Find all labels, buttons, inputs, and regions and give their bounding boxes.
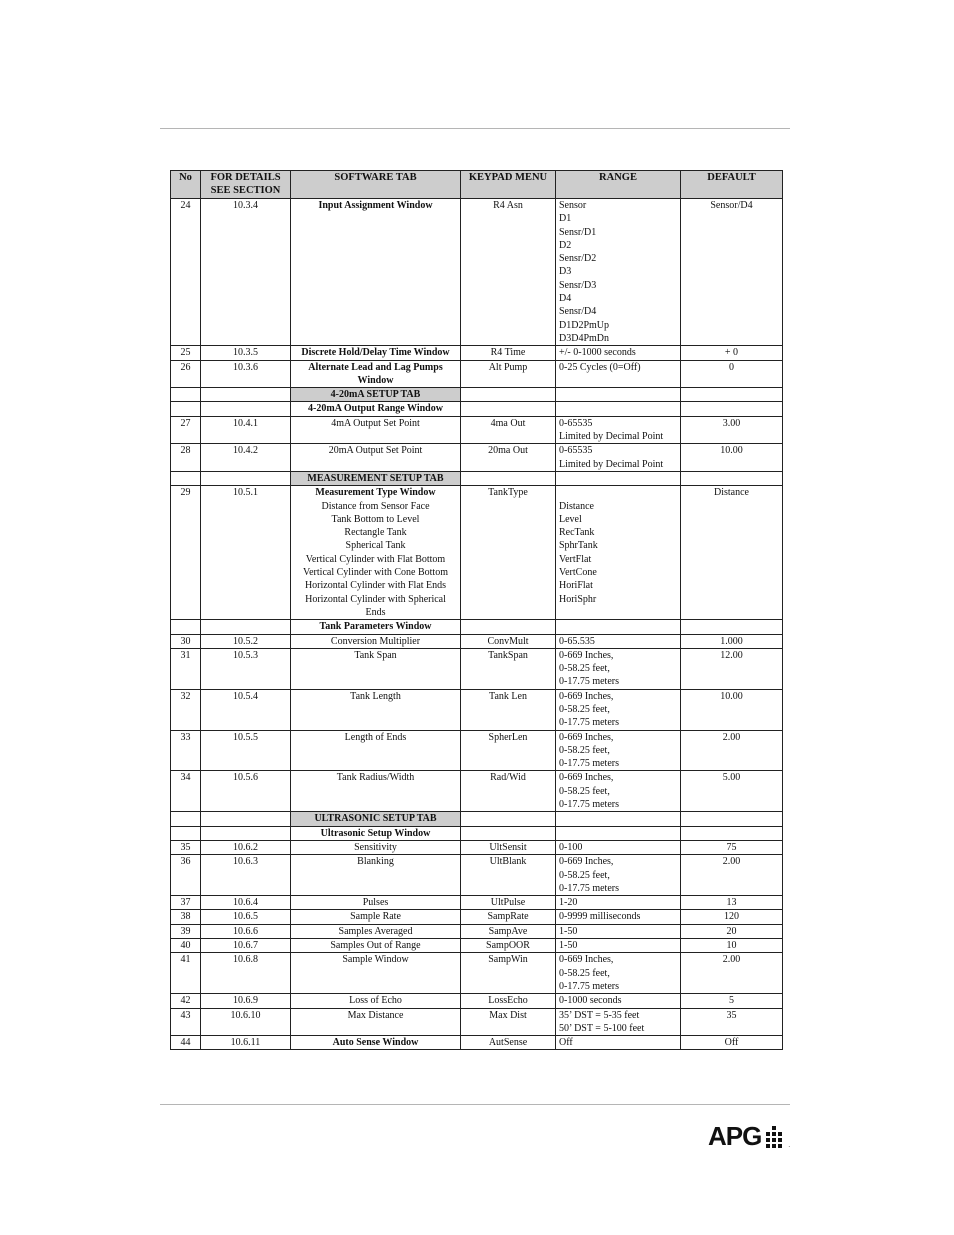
- range-line: Sensor: [559, 200, 587, 211]
- col-header-software-tab: SOFTWARE TAB: [291, 171, 461, 199]
- tab-line: Conversion Multiplier: [330, 635, 421, 647]
- range-line: 50’ DST = 5-100 feet: [559, 1022, 645, 1034]
- cell-default: 10: [681, 939, 783, 953]
- cell-section: [201, 620, 291, 634]
- cell-no: 38: [171, 910, 201, 924]
- range-line: 0-669 Inches,: [559, 954, 614, 966]
- cell-range: [556, 388, 681, 402]
- tab-line: Distance from Sensor Face: [321, 500, 430, 512]
- cell-software-tab: [291, 1036, 461, 1050]
- tab-line: Input Assignment Window: [318, 200, 433, 211]
- cell-range: [556, 620, 681, 634]
- tab-line: Auto Sense Window: [332, 1037, 419, 1049]
- table-row: [171, 910, 783, 924]
- range-line: Sensr/D4: [559, 306, 597, 318]
- cell-default: 5: [681, 994, 783, 1008]
- tab-line: Sample Rate: [350, 911, 401, 923]
- range-line: Sensr/D1: [559, 226, 597, 238]
- section-header-row: [171, 471, 783, 485]
- cell-default: 2.00: [681, 855, 783, 896]
- cell-software-tab: [291, 730, 461, 771]
- table-row: [171, 924, 783, 938]
- cell-default: 2.00: [681, 953, 783, 994]
- subsection-title: 4-20mA Output Range Window: [291, 402, 461, 416]
- range-line: 0-669 Inches,: [559, 649, 614, 661]
- cell-section: 10.6.6: [201, 924, 291, 938]
- cell-no: 41: [171, 953, 201, 994]
- cell-software-tab: [291, 486, 461, 620]
- cell-default: [681, 402, 783, 416]
- cell-section: [201, 826, 291, 840]
- cell-no: 29: [171, 486, 201, 620]
- subsection-row: [171, 620, 783, 634]
- col-header-no: No: [171, 171, 201, 199]
- cell-no: [171, 471, 201, 485]
- cell-no: 27: [171, 416, 201, 444]
- range-line: VertFlat: [559, 553, 592, 565]
- cell-section: 10.6.4: [201, 896, 291, 910]
- tab-line: Samples Averaged: [338, 925, 413, 937]
- range-line: Distance: [559, 500, 594, 512]
- cell-range: [556, 826, 681, 840]
- range-line: Level: [559, 513, 582, 525]
- range-line: 0-58.25 feet,: [559, 744, 610, 756]
- cell-software-tab: [291, 444, 461, 472]
- range-line: 0-669 Inches,: [559, 856, 614, 868]
- tab-line: 4mA Output Set Point: [331, 417, 420, 429]
- cell-keypad-menu: R4 Time: [461, 346, 556, 360]
- cell-range: [556, 771, 681, 812]
- cell-range: [556, 346, 681, 360]
- subsection-row: [171, 826, 783, 840]
- cell-section: 10.4.1: [201, 416, 291, 444]
- cell-keypad: [461, 388, 556, 402]
- cell-default: [681, 826, 783, 840]
- tab-line: Max Distance: [347, 1009, 404, 1021]
- cell-section: 10.5.3: [201, 648, 291, 689]
- range-line: 1-50: [559, 925, 578, 937]
- cell-keypad-menu: LossEcho: [461, 994, 556, 1008]
- cell-section: 10.6.2: [201, 840, 291, 854]
- cell-keypad: [461, 471, 556, 485]
- table-row: [171, 416, 783, 444]
- tab-line: Sensitivity: [354, 841, 397, 853]
- table-row: [171, 1008, 783, 1036]
- section-header-row: [171, 812, 783, 826]
- table-body: [171, 199, 783, 1050]
- cell-no: 42: [171, 994, 201, 1008]
- cell-section: 10.5.4: [201, 689, 291, 730]
- cell-no: [171, 620, 201, 634]
- range-line: D4: [559, 293, 572, 305]
- cell-no: 26: [171, 360, 201, 388]
- section-title: 4-20mA SETUP TAB: [291, 388, 461, 402]
- table-row: [171, 771, 783, 812]
- range-line: 0-17.75 meters: [559, 980, 619, 992]
- section-title: ULTRASONIC SETUP TAB: [291, 812, 461, 826]
- cell-no: 40: [171, 939, 201, 953]
- cell-range: [556, 486, 681, 620]
- range-line: HoriFlat: [559, 580, 593, 592]
- range-line: D2: [559, 239, 572, 251]
- range-line: 0-25 Cycles (0=Off): [559, 361, 641, 373]
- cell-default: [681, 388, 783, 402]
- range-line: 0-100: [559, 841, 583, 853]
- range-line: 0-17.75 meters: [559, 758, 619, 770]
- cell-default: 20: [681, 924, 783, 938]
- cell-range: [556, 855, 681, 896]
- cell-no: 31: [171, 648, 201, 689]
- range-line: 35’ DST = 5-35 feet: [559, 1009, 640, 1021]
- table-row: [171, 994, 783, 1008]
- range-line: 1-50: [559, 940, 578, 952]
- cell-range: [556, 953, 681, 994]
- apg-logo: [708, 1121, 790, 1152]
- cell-software-tab: [291, 953, 461, 994]
- tab-line: Tank Span: [354, 649, 397, 661]
- cell-keypad-menu: 4ma Out: [461, 416, 556, 444]
- cell-software-tab: [291, 634, 461, 648]
- range-line: 1-20: [559, 897, 578, 909]
- cell-section: [201, 388, 291, 402]
- cell-software-tab: [291, 199, 461, 346]
- cell-software-tab: [291, 689, 461, 730]
- tab-line: 20mA Output Set Point: [328, 445, 423, 457]
- cell-range: [556, 910, 681, 924]
- range-line: 0-65535: [559, 445, 593, 457]
- cell-default: 5.00: [681, 771, 783, 812]
- cell-range: [556, 689, 681, 730]
- cell-section: [201, 471, 291, 485]
- tab-line: Blanking: [357, 856, 394, 868]
- table-row: [171, 896, 783, 910]
- tab-line: Horizontal Cylinder with Spherical Ends: [305, 593, 446, 618]
- tab-line: Tank Bottom to Level: [331, 513, 420, 525]
- range-line: D3D4PmDn: [559, 332, 610, 344]
- cell-no: [171, 388, 201, 402]
- cell-keypad: [461, 812, 556, 826]
- cell-no: 28: [171, 444, 201, 472]
- cell-no: [171, 812, 201, 826]
- logo-registered-mark: .: [788, 1142, 791, 1149]
- cell-section: 10.5.2: [201, 634, 291, 648]
- tab-title: Measurement Type Window: [315, 487, 436, 499]
- tab-line: Length of Ends: [344, 731, 407, 743]
- cell-range: [556, 840, 681, 854]
- col-header-range: RANGE: [556, 171, 681, 199]
- tab-line: Pulses: [362, 897, 389, 909]
- header-rule: [160, 128, 790, 129]
- cell-software-tab: [291, 360, 461, 388]
- table-row: [171, 939, 783, 953]
- tab-line: Vertical Cylinder with Flat Bottom: [305, 553, 446, 565]
- cell-range: [556, 360, 681, 388]
- col-header-default: DEFAULT: [681, 171, 783, 199]
- tab-line: Horizontal Cylinder with Flat Ends: [304, 580, 447, 592]
- range-line: 0-65535: [559, 417, 593, 429]
- cell-section: 10.6.10: [201, 1008, 291, 1036]
- range-line: 0-65.535: [559, 635, 595, 647]
- tab-line: Tank Length: [350, 690, 401, 702]
- cell-no: 35: [171, 840, 201, 854]
- logo-dots-icon: [763, 1126, 787, 1148]
- range-line: 0-1000 seconds: [559, 995, 622, 1007]
- cell-default: + 0: [681, 346, 783, 360]
- range-line: VertCone: [559, 567, 597, 579]
- cell-section: 10.6.7: [201, 939, 291, 953]
- table-row: [171, 360, 783, 388]
- cell-range: [556, 994, 681, 1008]
- table-row: [171, 486, 783, 620]
- cell-default: [681, 471, 783, 485]
- table-row: [171, 855, 783, 896]
- cell-keypad: [461, 402, 556, 416]
- cell-section: 10.5.5: [201, 730, 291, 771]
- table-row: [171, 730, 783, 771]
- cell-keypad-menu: SampRate: [461, 910, 556, 924]
- tab-line: Sample Window: [342, 954, 409, 966]
- subsection-title: Ultrasonic Setup Window: [291, 826, 461, 840]
- cell-keypad-menu: SampOOR: [461, 939, 556, 953]
- cell-section: 10.3.4: [201, 199, 291, 346]
- table-row: [171, 953, 783, 994]
- cell-keypad-menu: TankSpan: [461, 648, 556, 689]
- range-line: HoriSphr: [559, 593, 597, 605]
- tab-line: Spherical Tank: [345, 540, 406, 552]
- cell-no: 32: [171, 689, 201, 730]
- cell-software-tab: [291, 896, 461, 910]
- cell-section: 10.3.5: [201, 346, 291, 360]
- range-line: 0-58.25 feet,: [559, 663, 610, 675]
- cell-no: 30: [171, 634, 201, 648]
- cell-range: [556, 416, 681, 444]
- table-row: [171, 444, 783, 472]
- cell-section: 10.6.11: [201, 1036, 291, 1050]
- range-line: 0-17.75 meters: [559, 717, 619, 729]
- cell-default: Sensor/D4: [681, 199, 783, 346]
- cell-keypad-menu: UltSensit: [461, 840, 556, 854]
- cell-keypad-menu: Rad/Wid: [461, 771, 556, 812]
- range-line: 0-58.25 feet,: [559, 869, 610, 881]
- cell-software-tab: [291, 1008, 461, 1036]
- cell-keypad-menu: Alt Pump: [461, 360, 556, 388]
- col-header-section: FOR DETAILS SEE SECTION: [201, 171, 291, 199]
- range-spacer: [559, 486, 677, 499]
- cell-software-tab: [291, 416, 461, 444]
- cell-keypad-menu: ConvMult: [461, 634, 556, 648]
- cell-keypad-menu: UltBlank: [461, 855, 556, 896]
- range-line: 0-669 Inches,: [559, 772, 614, 784]
- cell-default: [681, 812, 783, 826]
- subsection-row: [171, 402, 783, 416]
- cell-keypad-menu: 20ma Out: [461, 444, 556, 472]
- tab-line: Vertical Cylinder with Cone Bottom: [303, 567, 448, 579]
- cell-keypad: [461, 620, 556, 634]
- tab-line: Tank Radius/Width: [336, 772, 415, 784]
- cell-keypad-menu: SampWin: [461, 953, 556, 994]
- range-line: Limited by Decimal Point: [559, 431, 664, 443]
- table-row: [171, 648, 783, 689]
- tab-line: Loss of Echo: [349, 995, 402, 1007]
- table-row: [171, 199, 783, 346]
- cell-default: 10.00: [681, 689, 783, 730]
- cell-software-tab: [291, 840, 461, 854]
- range-line: D3: [559, 266, 572, 278]
- tab-line: Alternate Lead and Lag Pumps Window: [308, 361, 443, 386]
- table-row: [171, 634, 783, 648]
- cell-section: 10.6.9: [201, 994, 291, 1008]
- cell-software-tab: [291, 771, 461, 812]
- cell-no: 39: [171, 924, 201, 938]
- cell-range: [556, 634, 681, 648]
- range-line: D1D2PmUp: [559, 319, 610, 331]
- cell-section: 10.3.6: [201, 360, 291, 388]
- cell-section: 10.6.5: [201, 910, 291, 924]
- cell-software-tab: [291, 939, 461, 953]
- cell-keypad-menu: Tank Len: [461, 689, 556, 730]
- cell-keypad-menu: UltPulse: [461, 896, 556, 910]
- table-header-row: [171, 171, 783, 199]
- cell-keypad-menu: SpherLen: [461, 730, 556, 771]
- table-row: [171, 840, 783, 854]
- range-line: D1: [559, 213, 572, 225]
- cell-software-tab: [291, 910, 461, 924]
- cell-no: 24: [171, 199, 201, 346]
- cell-range: [556, 812, 681, 826]
- cell-section: 10.5.1: [201, 486, 291, 620]
- cell-no: 37: [171, 896, 201, 910]
- cell-default: 10.00: [681, 444, 783, 472]
- cell-default: 13: [681, 896, 783, 910]
- cell-software-tab: [291, 648, 461, 689]
- cell-default: 120: [681, 910, 783, 924]
- cell-no: [171, 402, 201, 416]
- cell-software-tab: [291, 994, 461, 1008]
- range-line: Off: [559, 1037, 573, 1049]
- cell-range: [556, 730, 681, 771]
- cell-section: 10.5.6: [201, 771, 291, 812]
- cell-keypad-menu: TankType: [461, 486, 556, 620]
- cell-software-tab: [291, 924, 461, 938]
- range-line: RecTank: [559, 527, 595, 539]
- range-line: 0-58.25 feet,: [559, 967, 610, 979]
- range-line: 0-17.75 meters: [559, 882, 619, 894]
- cell-default: Distance: [681, 486, 783, 620]
- cell-section: [201, 812, 291, 826]
- cell-range: [556, 924, 681, 938]
- cell-section: 10.6.3: [201, 855, 291, 896]
- cell-default: 1.000: [681, 634, 783, 648]
- cell-default: Off: [681, 1036, 783, 1050]
- cell-keypad: [461, 826, 556, 840]
- cell-range: [556, 896, 681, 910]
- cell-no: 36: [171, 855, 201, 896]
- tab-line: Rectangle Tank: [344, 527, 407, 539]
- range-line: Sensr/D3: [559, 279, 597, 291]
- cell-default: [681, 620, 783, 634]
- cell-range: [556, 1008, 681, 1036]
- cell-range: [556, 471, 681, 485]
- range-line: 0-58.25 feet,: [559, 785, 610, 797]
- range-line: 0-17.75 meters: [559, 799, 619, 811]
- section-header-row: [171, 388, 783, 402]
- tab-line: Discrete Hold/Delay Time Window: [301, 347, 450, 359]
- table-row: [171, 689, 783, 730]
- cell-no: [171, 826, 201, 840]
- cell-section: 10.4.2: [201, 444, 291, 472]
- range-line: Sensr/D2: [559, 253, 597, 265]
- cell-no: 25: [171, 346, 201, 360]
- footer-rule: [160, 1104, 790, 1105]
- cell-keypad-menu: R4 Asn: [461, 199, 556, 346]
- cell-keypad-menu: SampAve: [461, 924, 556, 938]
- cell-range: [556, 402, 681, 416]
- table-row: [171, 346, 783, 360]
- range-line: 0-669 Inches,: [559, 690, 614, 702]
- logo-text: APG: [708, 1121, 762, 1151]
- cell-section: 10.6.8: [201, 953, 291, 994]
- cell-keypad-menu: AutSense: [461, 1036, 556, 1050]
- cell-default: 3.00: [681, 416, 783, 444]
- tab-line: Samples Out of Range: [330, 940, 421, 952]
- cell-range: [556, 939, 681, 953]
- cell-no: 34: [171, 771, 201, 812]
- cell-range: [556, 1036, 681, 1050]
- parameter-table: [170, 170, 783, 1050]
- range-line: 0-58.25 feet,: [559, 703, 610, 715]
- col-header-keypad-menu: KEYPAD MENU: [461, 171, 556, 199]
- cell-default: 0: [681, 360, 783, 388]
- cell-no: 33: [171, 730, 201, 771]
- cell-default: 12.00: [681, 648, 783, 689]
- range-line: 0-17.75 meters: [559, 676, 619, 688]
- range-line: 0-9999 milliseconds: [559, 911, 641, 923]
- cell-keypad-menu: Max Dist: [461, 1008, 556, 1036]
- subsection-title: Tank Parameters Window: [291, 620, 461, 634]
- cell-software-tab: [291, 855, 461, 896]
- cell-default: 35: [681, 1008, 783, 1036]
- cell-range: [556, 648, 681, 689]
- cell-default: 2.00: [681, 730, 783, 771]
- range-line: Limited by Decimal Point: [559, 458, 664, 470]
- section-title: MEASUREMENT SETUP TAB: [291, 471, 461, 485]
- range-line: +/- 0-1000 seconds: [559, 347, 636, 359]
- cell-no: 43: [171, 1008, 201, 1036]
- cell-default: 75: [681, 840, 783, 854]
- cell-section: [201, 402, 291, 416]
- cell-range: [556, 199, 681, 346]
- cell-software-tab: [291, 346, 461, 360]
- range-line: SphrTank: [559, 540, 598, 552]
- cell-no: 44: [171, 1036, 201, 1050]
- range-line: 0-669 Inches,: [559, 731, 614, 743]
- cell-range: [556, 444, 681, 472]
- table-row: [171, 1036, 783, 1050]
